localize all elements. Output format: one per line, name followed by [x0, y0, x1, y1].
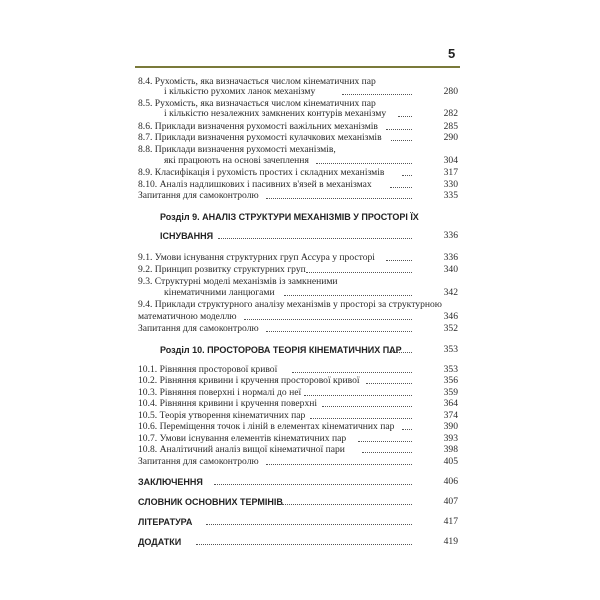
toc-entry-text: 8.10. Аналіз надлишкових і пасивних в'язей в механізмах — [138, 179, 372, 190]
dot-leader — [266, 464, 412, 465]
back-matter-entry — [0, 536, 600, 548]
toc-entry-page: 336 — [443, 230, 458, 241]
dot-leader — [310, 418, 412, 419]
toc-entry — [0, 252, 600, 264]
toc-entry-page: 290 — [443, 132, 458, 143]
toc-entry-text: Запитання для самоконтролю — [138, 190, 259, 201]
toc-entry-page: 304 — [443, 155, 458, 166]
toc-entry-page: 419 — [443, 536, 458, 547]
toc-entry-page: 336 — [443, 252, 458, 263]
toc-entry-text: 10.7. Умови існування елементів кінематичних пар — [138, 433, 347, 444]
toc-entry — [0, 264, 600, 276]
section-title: ЗАКЛЮЧЕННЯ — [138, 477, 203, 487]
toc-entry-page: 417 — [443, 516, 458, 527]
section-title: ІСНУВАННЯ — [160, 231, 214, 241]
toc-entry — [0, 398, 600, 410]
dot-leader — [214, 484, 412, 485]
toc-entry-page: 406 — [443, 476, 458, 487]
toc-entry-text: 10.3. Рівняння поверхні і нормалі до неї — [138, 387, 302, 398]
toc-entry-page: 346 — [443, 311, 458, 322]
toc-entry-page: 405 — [443, 456, 458, 467]
dot-leader — [266, 331, 412, 332]
toc-entry-text: 9.2. Принцип розвитку структурних груп — [138, 264, 306, 275]
toc-entry-page: 280 — [443, 86, 458, 97]
dot-leader — [282, 504, 412, 505]
toc-entry — [0, 167, 600, 179]
toc-entry-page: 353 — [443, 344, 458, 355]
toc-entry-text: 10.8. Аналітичний аналіз вищої кінематичної пари — [138, 444, 345, 455]
toc-entry — [0, 311, 600, 323]
dot-leader — [206, 524, 412, 525]
toc-entry-page: 390 — [443, 421, 458, 432]
section-title: Розділ 9. АНАЛІЗ СТРУКТУРИ МЕХАНІЗМІВ У ПРОСТОРІ ЇХ — [160, 212, 419, 222]
toc-entry-page: 335 — [443, 190, 458, 201]
dot-leader — [284, 295, 412, 296]
toc-entry-page: 398 — [443, 444, 458, 455]
dot-leader — [304, 395, 412, 396]
toc-entry-page: 340 — [443, 264, 458, 275]
toc-entry-text: і кількістю незалежних замкнених контурів механізму — [164, 108, 387, 119]
toc-entry — [0, 444, 600, 456]
dot-leader — [342, 94, 412, 95]
toc-entry-text: і кількістю рухомих ланок механізму — [164, 86, 316, 97]
toc-entry-page: 364 — [443, 398, 458, 409]
back-matter-entry — [0, 496, 600, 508]
dot-leader — [358, 441, 412, 442]
toc-entry — [0, 421, 600, 433]
dot-leader — [386, 260, 412, 261]
toc-entry — [0, 155, 600, 167]
dot-leader — [218, 238, 412, 239]
section-heading — [0, 211, 600, 223]
toc-entry-text: 8.9. Класифікація і рухомість простих і складних механізмів — [138, 167, 385, 178]
dot-leader — [316, 163, 412, 164]
toc-entry-page: 282 — [443, 108, 458, 119]
section-heading — [0, 230, 600, 242]
toc-entry — [0, 190, 600, 202]
toc-entry — [0, 456, 600, 468]
toc-entry-text: Запитання для самоконтролю — [138, 456, 259, 467]
toc-entry-page: 374 — [443, 410, 458, 421]
toc-entry-text: 9.3. Структурні моделі механізмів із замкненими — [138, 276, 338, 287]
toc-entry-text: 8.5. Рухомість, яка визначається числом кінематичних пар — [138, 98, 376, 109]
section-title: Розділ 10. ПРОСТОРОВА ТЕОРІЯ КІНЕМАТИЧНИХ ПАР — [160, 345, 402, 355]
section-title: ДОДАТКИ — [138, 537, 182, 547]
toc-entry-text: 8.6. Приклади визначення рухомості важільних механізмів — [138, 121, 378, 132]
toc-entry-text: 9.1. Умови існування структурних груп Ассура у просторі — [138, 252, 375, 263]
toc-entry — [0, 287, 600, 299]
toc-entry-text: 10.2. Рівняння кривини і кручення просторової кривої — [138, 375, 360, 386]
toc-entry-page: 330 — [443, 179, 458, 190]
toc-entry-page: 393 — [443, 433, 458, 444]
toc-entry-page: 285 — [443, 121, 458, 132]
dot-leader — [387, 352, 412, 353]
toc-entry-page: 352 — [443, 323, 458, 334]
toc-entry — [0, 108, 600, 120]
toc-entry — [0, 86, 600, 98]
dot-leader — [386, 129, 412, 130]
dot-leader — [362, 452, 412, 453]
toc-entry-text: 10.4. Рівняння кривини і кручення поверхні — [138, 398, 318, 409]
toc-entry-text: 10.6. Переміщення точок і ліній в елементах кінематичних пар — [138, 421, 395, 432]
dot-leader — [398, 116, 412, 117]
toc-entry-page: 353 — [443, 364, 458, 375]
toc-entry-page: 359 — [443, 387, 458, 398]
toc-entry-page: 407 — [443, 496, 458, 507]
toc-entry-text: Запитання для самоконтролю — [138, 323, 259, 334]
toc-entry — [0, 375, 600, 387]
dot-leader — [244, 319, 412, 320]
toc-entry — [0, 323, 600, 335]
back-matter-entry — [0, 516, 600, 528]
toc-entry-text: математичною моделлю — [138, 311, 237, 322]
toc-entry-text: 8.7. Приклади визначення рухомості кулачкових механізмів — [138, 132, 382, 143]
section-heading — [0, 344, 600, 356]
page-number: 5 — [448, 46, 456, 61]
dot-leader — [196, 544, 412, 545]
dot-leader — [402, 429, 412, 430]
dot-leader — [322, 406, 412, 407]
toc-entry-text: 9.4. Приклади структурного аналізу механізмів у просторі за структурною — [138, 299, 442, 310]
toc-entry-text: 8.4. Рухомість, яка визначається числом кінематичних пар — [138, 76, 376, 87]
dot-leader — [292, 372, 412, 373]
dot-leader — [402, 175, 412, 176]
section-title: СЛОВНИК ОСНОВНИХ ТЕРМІНІВ — [138, 497, 283, 507]
toc-entry — [0, 132, 600, 144]
dot-leader — [390, 187, 412, 188]
toc-entry-page: 356 — [443, 375, 458, 386]
toc-entry-page: 342 — [443, 287, 458, 298]
toc-entry-text: 10.5. Теорія утворення кінематичних пар — [138, 410, 306, 421]
dot-leader — [266, 198, 412, 199]
toc-entry-page: 317 — [443, 167, 458, 178]
toc-entry-text: кінематичними ланцюгами — [164, 287, 275, 298]
back-matter-entry — [0, 476, 600, 488]
dot-leader — [306, 272, 412, 273]
dot-leader — [366, 383, 412, 384]
toc-entry-text: 8.8. Приклади визначення рухомості механізмів, — [138, 144, 336, 155]
toc-entry-text: які працюють на основі зачеплення — [164, 155, 309, 166]
toc-entry — [0, 299, 600, 311]
section-title: ЛІТЕРАТУРА — [138, 517, 193, 527]
dot-leader — [391, 140, 412, 141]
toc-entry-text: 10.1. Рівняння просторової кривої — [138, 364, 278, 375]
